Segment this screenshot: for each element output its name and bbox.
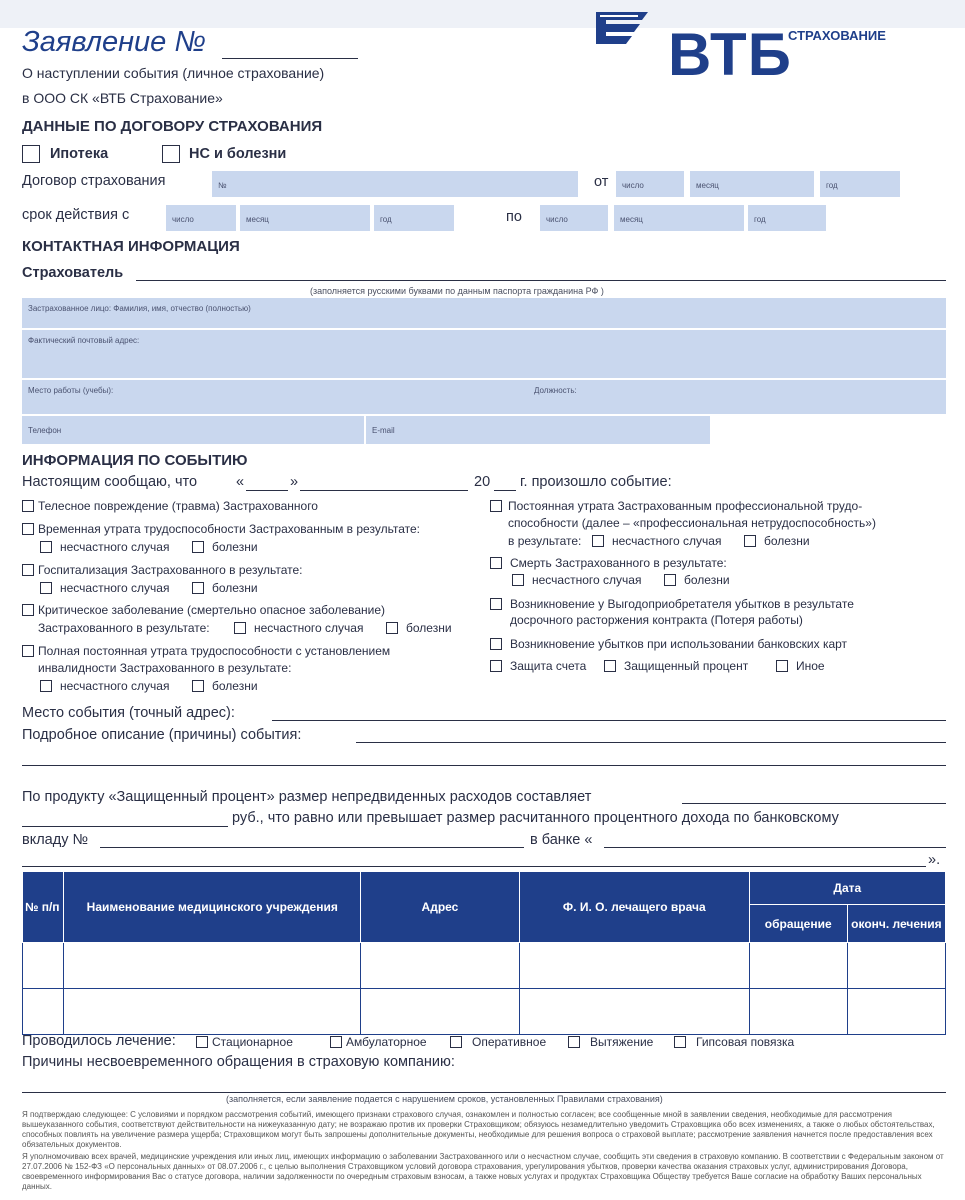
- col-date: Дата: [749, 872, 945, 905]
- event-day-line[interactable]: [246, 490, 288, 491]
- contract-year-field[interactable]: [820, 171, 900, 197]
- vtb-logo: [592, 6, 652, 52]
- death-illness-label: болезни: [684, 573, 730, 587]
- page-title: Заявление №: [22, 26, 206, 58]
- temp-disability-accident-label: несчастного случая: [60, 540, 170, 554]
- card-loss-label: Возникновение убытков при использовании банковских карт: [510, 637, 848, 651]
- term-to-day-field[interactable]: [540, 205, 608, 231]
- term-to-month-field[interactable]: [614, 205, 744, 231]
- table-cell[interactable]: [23, 943, 64, 989]
- contract-month-placeholder: месяц: [696, 181, 719, 190]
- traction-label: Вытяжение: [590, 1035, 654, 1049]
- position-placeholder: Должность:: [534, 386, 577, 395]
- col-doctor: Ф. И. О. лечащего врача: [519, 872, 749, 943]
- table-cell[interactable]: [64, 989, 361, 1035]
- logo-subtitle: СТРАХОВАНИЕ: [788, 28, 886, 43]
- card-loss-checkbox[interactable]: [490, 638, 502, 650]
- contract-day-field[interactable]: [616, 171, 684, 197]
- contract-month-field[interactable]: [690, 171, 814, 197]
- inpatient-label: Стационарное: [212, 1035, 293, 1049]
- from-label: от: [594, 174, 609, 190]
- temp-disability-checkbox[interactable]: [22, 523, 34, 535]
- permanent-disability-illness-checkbox[interactable]: [192, 680, 204, 692]
- col-number: № п/п: [23, 872, 64, 943]
- traction-checkbox[interactable]: [568, 1036, 580, 1048]
- protected-interest-label: Защищенный процент: [624, 659, 749, 673]
- term-label: срок действия с: [22, 207, 130, 223]
- other-checkbox[interactable]: [776, 660, 788, 672]
- year-prefix: 20: [474, 474, 491, 490]
- product-line-2: руб., что равно или превышает размер расчитанного процентного дохода по банковскому: [232, 810, 839, 826]
- table-cell[interactable]: [23, 989, 64, 1035]
- bank-close-quote: ».: [928, 852, 941, 868]
- subtitle-1: О наступлении события (личное страхование): [22, 65, 325, 81]
- term-from-year-placeholder: год: [380, 215, 392, 224]
- bank-name-line[interactable]: [604, 847, 946, 848]
- table-cell[interactable]: [847, 989, 945, 1035]
- bank-label: в банке «: [530, 832, 593, 848]
- postal-address-placeholder: Фактический почтовый адрес:: [28, 336, 140, 345]
- contact-heading: КОНТАКТНАЯ ИНФОРМАЦИЯ: [22, 238, 240, 255]
- table-cell[interactable]: [519, 989, 749, 1035]
- permanent-disability-label: Полная постоянная утрата трудоспособности с установлением: [38, 644, 391, 658]
- email-placeholder: E-mail: [372, 426, 395, 435]
- permanent-disability-label-2: инвалидности Застрахованного в результате:: [38, 661, 292, 675]
- temp-disability-accident-checkbox[interactable]: [40, 541, 52, 553]
- contract-number-placeholder: №: [218, 181, 227, 190]
- contract-day-placeholder: число: [622, 181, 644, 190]
- product-line-1: По продукту «Защищенный процент» размер непредвиденных расходов составляет: [22, 789, 592, 805]
- event-month-line[interactable]: [300, 490, 468, 491]
- death-label: Смерть Застрахованного в результате:: [510, 556, 727, 570]
- critical-illness-label: Критическое заболевание (смертельно опасное заболевание): [38, 603, 386, 617]
- insurer-hint: (заполняется русскими буквами по данным паспорта гражданина РФ ): [310, 286, 604, 296]
- critical-illness-accident-label: несчастного случая: [254, 621, 364, 635]
- cast-checkbox[interactable]: [674, 1036, 686, 1048]
- deposit-number-line[interactable]: [100, 847, 524, 848]
- prof-disability-label: Постоянная утрата Застрахованным профессиональной трудо-: [508, 499, 863, 513]
- contract-year-placeholder: год: [826, 181, 838, 190]
- prof-disability-label-3: в результате:: [508, 534, 582, 548]
- prof-disability-illness-checkbox[interactable]: [744, 535, 756, 547]
- treatment-label: Проводилось лечение:: [22, 1033, 176, 1049]
- email-field[interactable]: [366, 416, 710, 444]
- workplace-field[interactable]: [22, 380, 532, 414]
- term-to-year-placeholder: год: [754, 215, 766, 224]
- quote-close: »: [290, 474, 299, 490]
- prof-disability-accident-checkbox[interactable]: [592, 535, 604, 547]
- term-to-month-placeholder: месяц: [620, 215, 643, 224]
- critical-illness-checkbox[interactable]: [22, 604, 34, 616]
- death-illness-checkbox[interactable]: [664, 574, 676, 586]
- event-description-label: Подробное описание (причины) события:: [22, 727, 302, 743]
- table-cell[interactable]: [64, 943, 361, 989]
- phone-placeholder: Телефон: [28, 426, 62, 435]
- table-cell[interactable]: [847, 943, 945, 989]
- phone-field[interactable]: [22, 416, 364, 444]
- event-place-line[interactable]: [272, 720, 946, 721]
- workplace-placeholder: Место работы (учебы):: [28, 386, 114, 395]
- surgical-checkbox[interactable]: [450, 1036, 462, 1048]
- event-intro: Настоящим сообщаю, что: [22, 474, 198, 490]
- hospitalization-label: Госпитализация Застрахованного в результате:: [38, 563, 303, 577]
- consent-paragraph-1: Я подтверждаю следующее: С условиями и порядком рассмотрения событий, имеющего признаки страхового случая, ознакомлен и полностью согласен; все сообщенные мной в заявлении сведения, необходимые для рассмотрения вышеуказанного события, соответствуют действительности на нижеуказанную дату; не возражаю против их проверки Страховщиком; обязуюсь незамедлительно уведомить Страховщика обо всех изменениях, а также о любых обстоятельствах, способных повлиять на увеличение размера ущерба; Страховщиком могут быть запрошены дополнительные документы, необходимые для решения вопроса о страховой выплате; рассмотрение заявления начнется после предоставления всех обязательных документов.: [22, 1110, 935, 1149]
- temp-disability-label: Временная утрата трудоспособности Застрахованным в результате:: [38, 522, 421, 536]
- death-accident-checkbox[interactable]: [512, 574, 524, 586]
- job-loss-label-2: досрочного расторжения контракта (Потеря работы): [510, 613, 803, 627]
- prof-disability-label-2: способности (далее – «профессиональная нетрудоспособность»): [508, 516, 876, 530]
- vtb-logo-icon: [592, 6, 652, 52]
- injury-label: Телесное повреждение (травма) Застрахованного: [38, 499, 318, 513]
- permanent-disability-accident-checkbox[interactable]: [40, 680, 52, 692]
- insured-person-field[interactable]: [22, 298, 946, 328]
- insurer-label: Страхователь: [22, 265, 124, 281]
- event-description-line[interactable]: [356, 742, 946, 743]
- table-cell[interactable]: [519, 943, 749, 989]
- mortgage-checkbox[interactable]: [22, 145, 40, 163]
- table-cell[interactable]: [749, 989, 847, 1035]
- other-label: Иное: [796, 659, 825, 673]
- col-visit-date: обращение: [749, 905, 847, 943]
- postal-address-field[interactable]: [22, 330, 946, 378]
- quote-open: «: [236, 474, 245, 490]
- surgical-label: Оперативное: [472, 1035, 547, 1049]
- term-from-year-field[interactable]: [374, 205, 454, 231]
- critical-illness-illness-label: болезни: [406, 621, 452, 635]
- col-institution: Наименование медицинского учреждения: [64, 872, 361, 943]
- accident-illness-checkbox[interactable]: [162, 145, 180, 163]
- medical-institutions-table: [22, 871, 946, 1035]
- term-from-month-field[interactable]: [240, 205, 370, 231]
- contract-number-field[interactable]: [212, 171, 578, 197]
- col-address: Адрес: [361, 872, 520, 943]
- hospitalization-illness-label: болезни: [212, 581, 258, 595]
- prof-disability-accident-label: несчастного случая: [612, 534, 722, 548]
- permanent-disability-checkbox[interactable]: [22, 645, 34, 657]
- late-reason-line[interactable]: [22, 1092, 946, 1093]
- term-from-day-placeholder: число: [172, 215, 194, 224]
- hospitalization-accident-checkbox[interactable]: [40, 582, 52, 594]
- mortgage-label: Ипотека: [50, 146, 109, 162]
- table-cell[interactable]: [361, 943, 520, 989]
- event-place-label: Место события (точный адрес):: [22, 705, 235, 721]
- term-to-day-placeholder: число: [546, 215, 568, 224]
- bank-name-line-2[interactable]: [22, 866, 926, 867]
- contract-heading: ДАННЫЕ ПО ДОГОВОРУ СТРАХОВАНИЯ: [22, 118, 323, 135]
- critical-illness-illness-checkbox[interactable]: [386, 622, 398, 634]
- late-reason-hint: (заполняется, если заявление подается с нарушением сроков, установленных Правилами страхования): [226, 1094, 663, 1104]
- outpatient-checkbox[interactable]: [330, 1036, 342, 1048]
- critical-illness-accident-checkbox[interactable]: [234, 622, 246, 634]
- death-accident-label: несчастного случая: [532, 573, 642, 587]
- outpatient-label: Амбулаторное: [346, 1035, 427, 1049]
- account-protection-label: Защита счета: [510, 659, 587, 673]
- hospitalization-checkbox[interactable]: [22, 564, 34, 576]
- death-checkbox[interactable]: [490, 557, 502, 569]
- prof-disability-illness-label: болезни: [764, 534, 810, 548]
- year-suffix: г. произошло событие:: [520, 474, 672, 490]
- job-loss-label: Возникновение у Выгодоприобретателя убытков в результате: [510, 597, 854, 611]
- table-row: [23, 989, 946, 1035]
- to-label: по: [506, 209, 522, 225]
- permanent-disability-illness-label: болезни: [212, 679, 258, 693]
- inpatient-checkbox[interactable]: [196, 1036, 208, 1048]
- job-loss-checkbox[interactable]: [490, 598, 502, 610]
- deposit-label: вкладу №: [22, 832, 89, 848]
- expenses-line[interactable]: [682, 803, 946, 804]
- cast-label: Гипсовая повязка: [696, 1035, 795, 1049]
- late-reason-label: Причины несвоевременного обращения в страховую компанию:: [22, 1054, 455, 1070]
- injury-checkbox[interactable]: [22, 500, 34, 512]
- term-to-year-field[interactable]: [748, 205, 826, 231]
- accident-illness-label: НС и болезни: [189, 146, 287, 162]
- table-cell[interactable]: [749, 943, 847, 989]
- critical-illness-label-2: Застрахованного в результате:: [38, 621, 210, 635]
- application-number-line[interactable]: [222, 58, 358, 59]
- term-from-day-field[interactable]: [166, 205, 236, 231]
- protected-interest-checkbox[interactable]: [604, 660, 616, 672]
- event-description-line-2[interactable]: [22, 765, 946, 766]
- expenses-amount-line[interactable]: [22, 826, 228, 827]
- hospitalization-illness-checkbox[interactable]: [192, 582, 204, 594]
- account-protection-checkbox[interactable]: [490, 660, 502, 672]
- temp-disability-illness-label: болезни: [212, 540, 258, 554]
- position-field[interactable]: [528, 380, 946, 414]
- term-from-month-placeholder: месяц: [246, 215, 269, 224]
- permanent-disability-accident-label: несчастного случая: [60, 679, 170, 693]
- hospitalization-accident-label: несчастного случая: [60, 581, 170, 595]
- insured-person-placeholder: Застрахованное лицо: Фамилия, имя, отчество (полностью): [28, 304, 251, 313]
- top-band: [0, 0, 965, 28]
- subtitle-2: в ООО СК «ВТБ Страхование»: [22, 90, 223, 106]
- table-row: [23, 943, 946, 989]
- contract-label: Договор страхования: [22, 173, 166, 189]
- insurer-line[interactable]: [136, 280, 946, 281]
- consent-paragraph-2: Я уполномочиваю всех врачей, медицинские учреждения или иных лиц, имеющих информацию о заболевании Застрахованного или о несчастном случае, сообщить эти сведения в страховую компанию. В соответствии с Федеральным законом от 27.07.2006 № 152-ФЗ «О персональных данных» от 08.07.2006 г., с целью выполнения Страховщиком условий договора страхования, урегулирования убытков, проверки качества оказания страховых услуг, администрирования Договора, своевременного информирования Вас о статусе договора, наличии задолженности по очередным страховым взносам, а также новых услугах и продуктах Страховщика Обществу требуется Ваше согласие на обработку Ваших персональных данных.: [22, 1152, 944, 1191]
- prof-disability-checkbox[interactable]: [490, 500, 502, 512]
- event-year-line[interactable]: [494, 490, 516, 491]
- event-heading: ИНФОРМАЦИЯ ПО СОБЫТИЮ: [22, 452, 248, 469]
- temp-disability-illness-checkbox[interactable]: [192, 541, 204, 553]
- table-cell[interactable]: [361, 989, 520, 1035]
- col-end-date: оконч. лечения: [847, 905, 945, 943]
- logo-text: ВТБ: [668, 21, 792, 88]
